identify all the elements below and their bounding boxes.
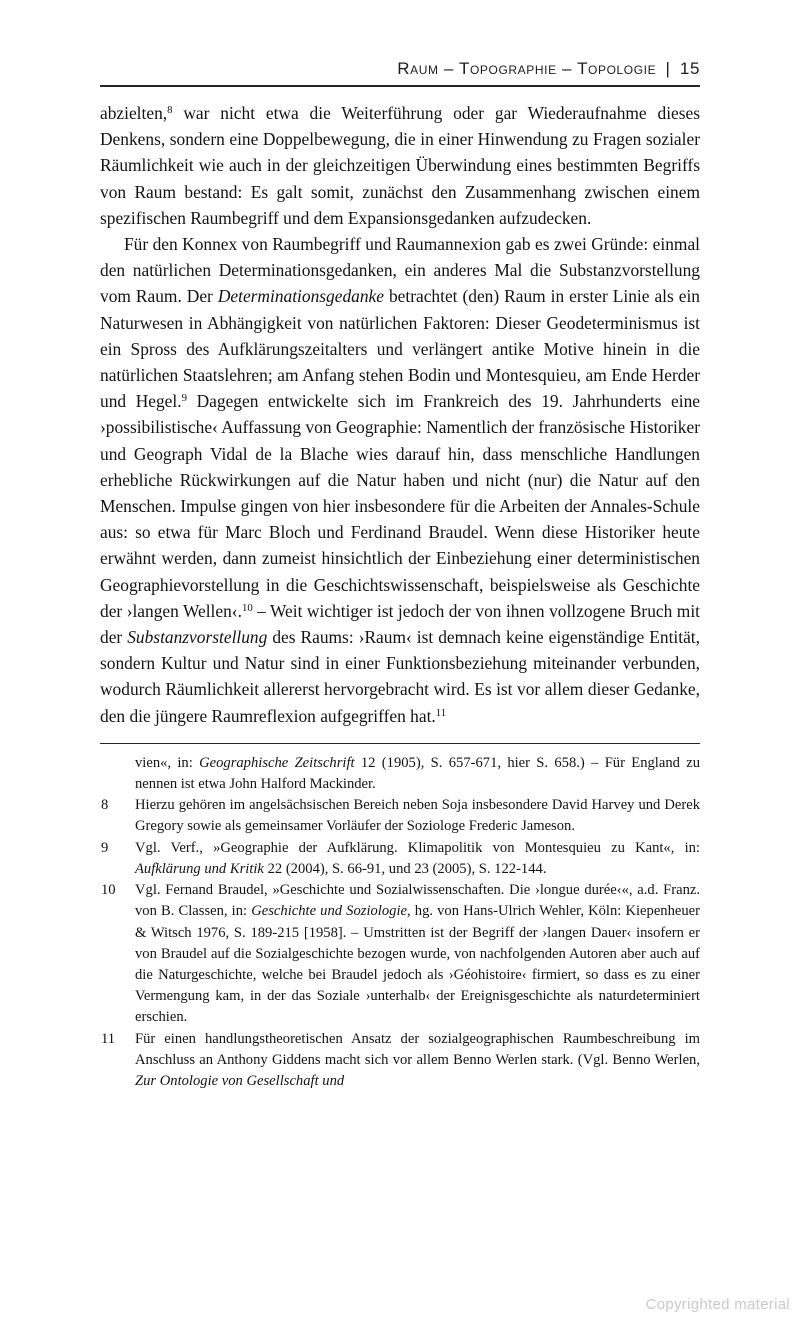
copyright-watermark: Copyrighted material: [645, 1296, 790, 1313]
main-text: [100, 100, 700, 729]
footnote-text: Hierzu gehören im angelsächsischen Bereich neben Soja insbesondere David Harvey und Derek Gregory sowie als gemeinsamer Vorläufer der Soziologe Frederic Jameson.: [135, 797, 700, 835]
footnote-number: 9: [101, 839, 109, 856]
footnote-10: [100, 880, 700, 1028]
footnote-text: Vgl. Fernand Braudel, »Geschichte und Sozialwissenschaften. Die ›longue durée‹«, a.d. Franz. von B. Classen, in: Geschichte und Soziologie, hg. von Hans-Ulrich Wehler, Köln: Kiepenheuer & Witsch 1976, S. 189-215 [1958]. – Umstritten ist der Begriff der ›langen Dauer‹ insofern er von Braudel auf die Sozialgeschichte bezogen wurde, von nachfolgenden Autoren aber auch auf die Naturgeschichte, welche bei Braudel jedoch als ›Géohistoire‹ firmiert, so dass es zu einer Vermengung kam, in der das Soziale ›unterhalb‹ der Ereignisgeschichte als naturdeterminiert erschien.: [135, 882, 701, 1026]
paragraph: abzielten,$^8$ war nicht etwa die Weiterführung oder gar Wiederaufnahme dieses Denkens, sondern eine Doppelbewegung, die in einer Hinwendung zu Fragen sozialer Räumlichkeit wie auch in der gleichzeitigen Überwindung eines bestimmten Begriffs von Raum bestand: Es galt somit, zunächst den Zusammenhang zwischen einem spezifischen Raumbegriff und dem Expansionsgedanken aufzudecken.: [100, 103, 700, 228]
footnote-continuation: [100, 753, 700, 795]
footnote-text: Für einen handlungstheoretischen Ansatz der sozialgeographischen Raumbeschreibung im Anschluss an Anthony Giddens macht sich vor allem Benno Werlen stark. (Vgl. Benno Werlen, Zur Ontologie von Gesellschaft und: [135, 1030, 700, 1089]
footnote-number: 11: [101, 1030, 116, 1047]
footnote-9: [100, 838, 700, 880]
footnotes-block: [100, 753, 700, 1092]
footnote-separator-rule: [100, 743, 700, 744]
footnote-text: Vgl. Verf., »Geographie der Aufklärung. Klimapolitik von Montesquieu zu Kant«, in: Aufklärung und Kritik 22 (2004), S. 66-91, und 23 (2005), S. 122-144.: [135, 839, 700, 877]
page-header: [100, 59, 700, 85]
paragraph: Für den Konnex von Raumbegriff und Raumannexion gab es zwei Gründe: einmal den natürlichen Determinationsgedanken, ein anderes Mal die Substanzvorstellung vom Raum. Der Determinationsgedanke betrachtet (den) Raum in erster Linie als ein Naturwesen in Abhängigkeit von natürlichen Faktoren: Dieser Geodeterminismus ist ein Spross des Aufklärungszeitalters und verlängert antike Motive hinein in die natürlichen Staatslehren; am Anfang stehen Bodin und Montesquieu, am Ende Herder und Hegel.$^9$ Dagegen entwickelte sich im Frankreich des 19. Jahrhunderts eine ›possibilistische‹ Auffassung von Geographie: Namentlich der französische Historiker und Geograph Vidal de la Blache wies darauf hin, dass menschliche Handlungen erhebliche Rückwirkungen auf die Natur haben und nicht (nur) die Natur auf den Menschen. Impulse gingen von hier insbesondere für die Arbeiten der Annales-Schule aus: so etwa für Marc Bloch und Ferdinand Braudel. Wenn diese Historiker heute erwähnt werden, dann zumeist hinsichtlich der Einbeziehung einer deterministischen Geographievorstellung in die Geschichtswissenschaft, beispielsweise als Geschichte der ›langen Wellen‹.$^{10}$ – Weit wichtiger ist jedoch der von ihnen vollzogene Bruch mit der Substanzvorstellung des Raums: ›Raum‹ ist demnach keine eigenständige Entität, sondern Kultur und Natur sind in einer Funktionsbeziehung miteinander verbunden, wodurch Räumlichkeit allererst hervorgebracht wird. Es ist vor allem dieser Gedanke, den die jüngere Raumreflexion aufgegriffen hat.$^{11}$: [100, 234, 701, 726]
footnote-number: 8: [101, 797, 109, 814]
footnote-reference: 8: [167, 104, 173, 117]
footnote-reference: 11: [435, 706, 447, 719]
header-separator: |: [665, 59, 671, 78]
footnote-number: 10: [101, 882, 116, 899]
footnote-reference: 9: [181, 392, 187, 405]
footnote-11: [100, 1029, 700, 1093]
header-rule: [100, 85, 700, 87]
footnote-text: vien«, in: Geographische Zeitschrift 12 (1905), S. 657-671, hier S. 658.) – Für England zu nennen ist etwa John Halford Mackinder.: [135, 754, 700, 793]
footnote-reference: 10: [241, 601, 253, 614]
page-number: 15: [679, 59, 700, 78]
running-head: Raum – Topographie – Topologie: [397, 59, 657, 78]
footnote-8: [100, 795, 700, 837]
